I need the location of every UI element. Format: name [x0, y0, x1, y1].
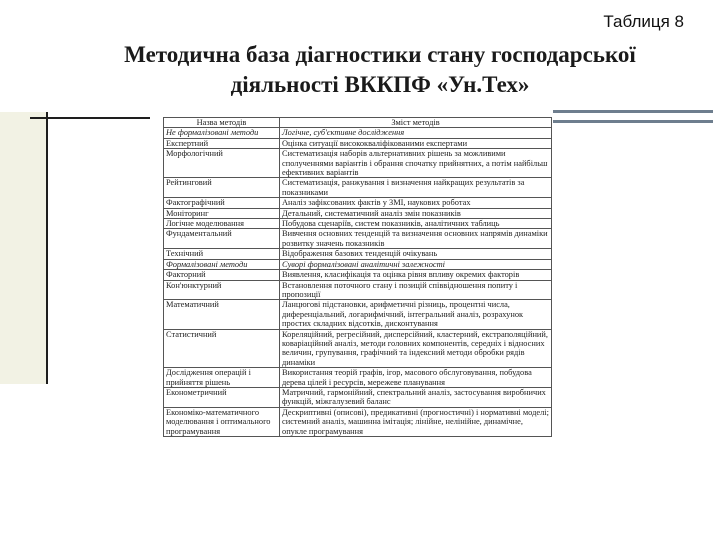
method-name-cell: Моніторинг [164, 208, 280, 218]
title-line-1: Методична база діагностики стану господарської [124, 42, 636, 67]
method-name-cell: Фундаментальний [164, 229, 280, 249]
table-row [164, 300, 552, 329]
decorative-left-line [30, 117, 150, 119]
table-row [164, 329, 552, 368]
method-name-cell: Економетричний [164, 387, 280, 407]
table-row [164, 219, 552, 229]
table-row [164, 149, 552, 178]
table-row [164, 138, 552, 148]
table-header-row [164, 118, 552, 128]
table-number: Таблиця 8 [603, 12, 684, 31]
method-content-cell: Використання теорій графів, ігор, масового обслуговування, побудова дерева цілей і ресурсів, мережеве планування [280, 368, 552, 388]
method-content-cell: Дескриптивні (описові), предикативні (прогностичні) і нормативні моделі; системний аналіз, машинна імітація; лінійне, нелінійне, динамічне, опукле програмування [280, 407, 552, 436]
table-row [164, 280, 552, 300]
method-name-cell: Математичний [164, 300, 280, 329]
column-header: Зміст методів [280, 118, 552, 128]
method-content-cell: Кореляційний, регресійний, дисперсійний, кластерний, екстраполяційний, коваріаційний аналіз, методи головних компонентів, середніх і відносних величин, групування, графічний та індексний методи обробки рядів динаміки [280, 329, 552, 368]
method-content-cell: Аналіз зафіксованих фактів у ЗМІ, наукових роботах [280, 198, 552, 208]
table-row [164, 259, 552, 269]
method-name-cell: Експертний [164, 138, 280, 148]
table-row [164, 368, 552, 388]
method-content-cell: Матричний, гармонійний, спектральний аналіз, застосування виробничих функцій, міжгалузевий баланс [280, 387, 552, 407]
method-name-cell: Логічне моделювання [164, 219, 280, 229]
methods-table [163, 117, 552, 437]
method-name-cell: Дослідження операцій і прийняття рішень [164, 368, 280, 388]
page-title [60, 40, 700, 100]
table-row [164, 128, 552, 138]
table-row [164, 208, 552, 218]
method-name-cell: Факторний [164, 270, 280, 280]
column-header: Назва методів [164, 118, 280, 128]
method-name-cell: Фактографічний [164, 198, 280, 208]
method-name-cell: Морфологічний [164, 149, 280, 178]
method-name-cell: Статистичний [164, 329, 280, 368]
table-row [164, 407, 552, 436]
method-content-cell: Детальний, систематичний аналіз змін показників [280, 208, 552, 218]
table-row [164, 387, 552, 407]
method-name-cell: Технічний [164, 249, 280, 259]
method-content-cell: Суворі формалізовані аналітичні залежності [280, 259, 552, 269]
table-row [164, 229, 552, 249]
table-row [164, 270, 552, 280]
method-content-cell: Вивчення основних тенденцій та визначення основних напрямів динаміки розвитку значень показників [280, 229, 552, 249]
table-row [164, 198, 552, 208]
method-content-cell: Ланцюгові підстановки, арифметичні різниць, процентні числа, диференціальний, логарифмічний, інтегральний аналіз, розрахунок простих складних відсотків, дисконтування [280, 300, 552, 329]
method-content-cell: Побудова сценаріїв, систем показників, аналітичних таблиць [280, 219, 552, 229]
decorative-right-line-bottom [553, 120, 713, 123]
method-content-cell: Логічне, суб'єктивне дослідження [280, 128, 552, 138]
method-content-cell: Виявлення, класифікація та оцінка рівня впливу окремих факторів [280, 270, 552, 280]
method-content-cell: Відображення базових тенденцій очікувань [280, 249, 552, 259]
method-name-cell: Кон'юнктурний [164, 280, 280, 300]
methods-table-scan [163, 117, 552, 521]
method-name-cell: Формалізовані методи [164, 259, 280, 269]
method-name-cell: Не формалізовані методи [164, 128, 280, 138]
method-content-cell: Оцінка ситуації висококваліфікованими експертами [280, 138, 552, 148]
method-content-cell: Систематизація, ранжування і визначення найкращих результатів за показниками [280, 178, 552, 198]
decorative-right-line-top [553, 110, 713, 113]
decorative-left-bar [0, 112, 48, 384]
method-name-cell: Рейтинговий [164, 178, 280, 198]
title-line-2: діяльності ВККПФ «Ун.Тех» [230, 72, 530, 97]
table-body [164, 128, 552, 437]
method-content-cell: Систематизація наборів альтернативних рішень за можливими сполученнями варіантів і обрання спочатку прийнятних, а потім найбільш ефективних варіантів [280, 149, 552, 178]
table-row [164, 249, 552, 259]
table-row [164, 178, 552, 198]
method-content-cell: Встановлення поточного стану і позицій співвідношення попиту і пропозиції [280, 280, 552, 300]
method-name-cell: Економіко-математичного моделювання і оптимального програмування [164, 407, 280, 436]
